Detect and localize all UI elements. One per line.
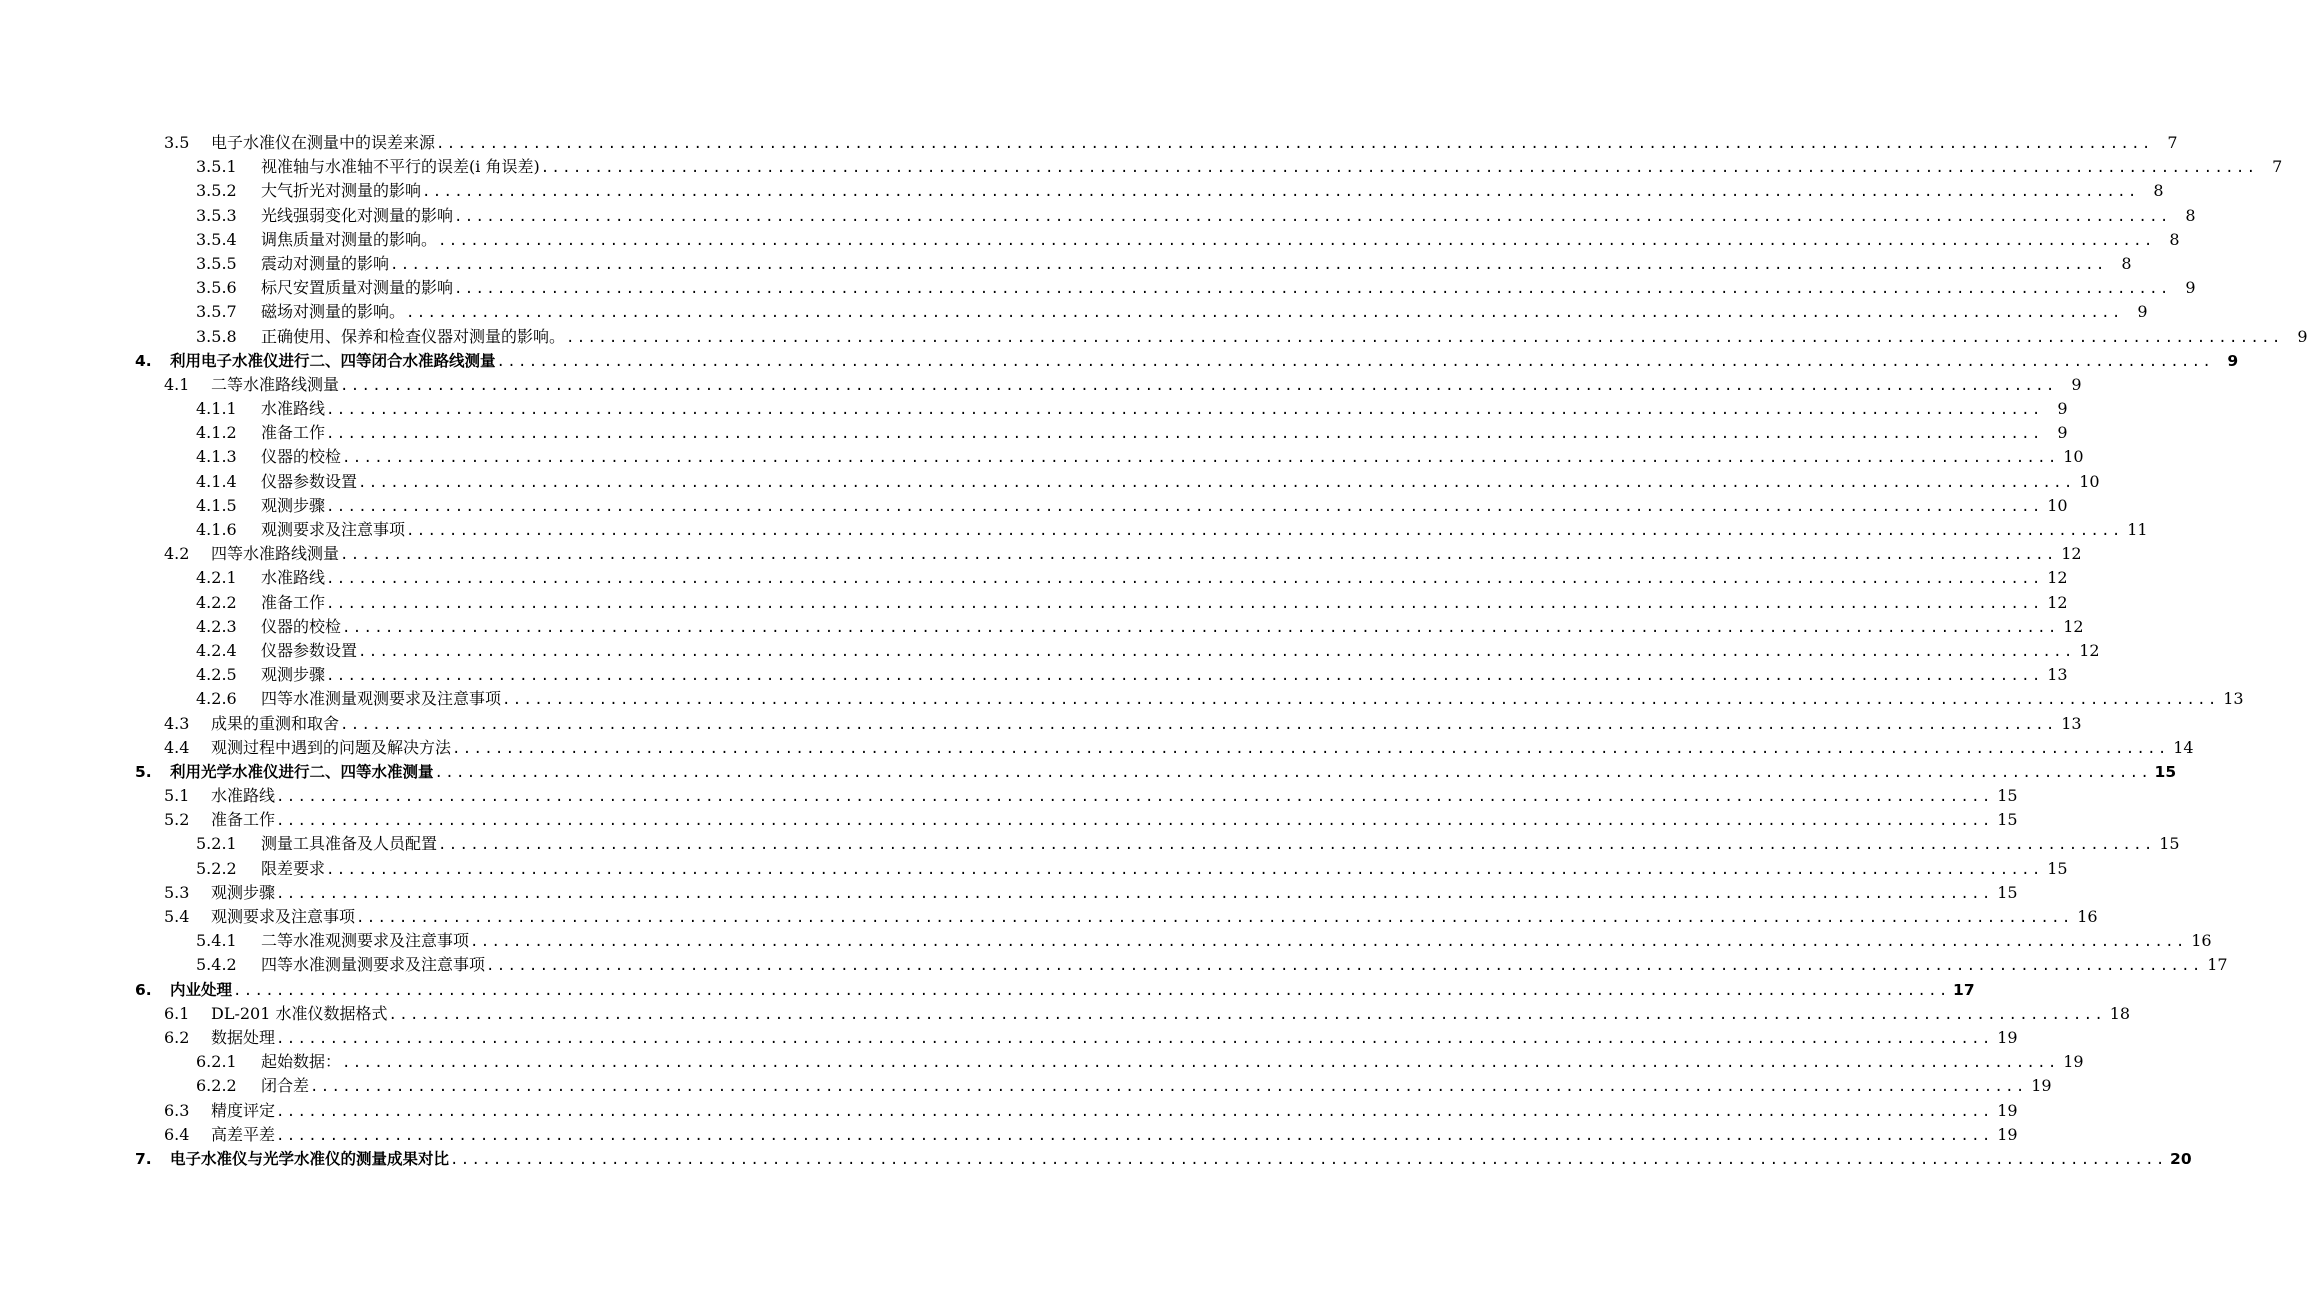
toc-entry-title: 正确使用、保养和检查仪器对测量的影响。 bbox=[261, 326, 566, 346]
toc-entry-number: 4.1.1 bbox=[196, 399, 237, 419]
toc-entry-page: 19 bbox=[1997, 1100, 2018, 1120]
toc-entry-title: 仪器参数设置 bbox=[261, 640, 358, 660]
toc-dot-leader: ................................................................................................................................................................ bbox=[406, 305, 2123, 322]
toc-entry-title: 准备工作 bbox=[211, 810, 276, 830]
toc-entry-page: 11 bbox=[2127, 520, 2148, 539]
toc-entry-number: 6.2.2 bbox=[196, 1076, 237, 1096]
toc-dot-leader: ................................................................................................................................................................ bbox=[450, 1151, 2167, 1168]
toc-dot-leader: ................................................................................................................................................................ bbox=[340, 377, 2057, 394]
toc-dot-leader: ................................................................................................................................................................ bbox=[276, 885, 1993, 902]
toc-entry-number: 3.5.3 bbox=[196, 205, 237, 225]
toc-entry-title: 限差要求 bbox=[261, 858, 326, 878]
toc-entry-number: 4.2.3 bbox=[196, 616, 237, 636]
toc-entry[interactable] bbox=[0, 953, 2228, 977]
toc-entry-title: 水准路线 bbox=[261, 399, 326, 419]
toc-entry[interactable] bbox=[0, 1074, 2052, 1098]
toc-entry-number: 5.3 bbox=[164, 882, 190, 902]
toc-dot-leader: ................................................................................................................................................................ bbox=[454, 281, 2171, 298]
toc-entry-number: 3.5.2 bbox=[196, 181, 237, 201]
toc-entry-number: 4.4 bbox=[164, 737, 190, 757]
toc-dot-leader: ................................................................................................................................................................ bbox=[390, 256, 2107, 273]
toc-dot-leader: ................................................................................................................................................................ bbox=[326, 668, 2043, 685]
toc-entry-page: 17 bbox=[1953, 980, 1975, 999]
toc-entry-title: 准备工作 bbox=[261, 592, 326, 612]
toc-entry-number: 6.3 bbox=[164, 1100, 190, 1120]
toc-entry-title: 光线强弱变化对测量的影响 bbox=[261, 205, 454, 225]
toc-entry[interactable] bbox=[0, 712, 2082, 736]
toc-entry-page: 7 bbox=[2272, 157, 2283, 177]
toc-entry[interactable] bbox=[0, 760, 2177, 784]
toc-entry-number: 3.5.8 bbox=[196, 326, 237, 346]
toc-entry-page: 12 bbox=[2061, 544, 2082, 564]
toc-dot-leader: ................................................................................................................................................................ bbox=[276, 1127, 1993, 1144]
toc-entry-title: 数据处理 bbox=[211, 1027, 276, 1047]
toc-dot-leader: ................................................................................................................................................................ bbox=[342, 450, 2059, 467]
toc-dot-leader: ................................................................................................................................................................ bbox=[340, 716, 2057, 733]
toc-dot-leader: ................................................................................................................................................................ bbox=[486, 958, 2203, 975]
toc-entry-page: 19 bbox=[2063, 1052, 2084, 1072]
toc-entry-number: 4.1.6 bbox=[196, 520, 237, 539]
toc-entry-title: DL-201 水准仪数据格式 bbox=[211, 1003, 388, 1023]
toc-dot-leader: ................................................................................................................................................................ bbox=[452, 740, 2169, 757]
toc-entry[interactable] bbox=[0, 349, 2239, 373]
toc-entry[interactable] bbox=[0, 1147, 2192, 1171]
toc-dot-leader: ................................................................................................................................................................ bbox=[358, 474, 2075, 491]
toc-entry-number: 4.1.3 bbox=[196, 447, 237, 467]
toc-dot-leader: ................................................................................................................................................................ bbox=[454, 208, 2171, 225]
toc-entry-page: 8 bbox=[2153, 181, 2164, 201]
toc-entry-page: 8 bbox=[2169, 229, 2180, 249]
toc-entry-title: 利用光学水准仪进行二、四等水准测量 bbox=[170, 762, 434, 781]
toc-entry-number: 4.1 bbox=[164, 374, 190, 394]
toc-entry-title: 水准路线 bbox=[261, 568, 326, 588]
toc-entry-number: 4.1.4 bbox=[196, 471, 237, 491]
toc-entry[interactable] bbox=[0, 445, 2084, 469]
toc-entry-number: 4.1.5 bbox=[196, 495, 237, 515]
toc-entry[interactable] bbox=[0, 1002, 2131, 1026]
toc-entry-title: 四等水准测量观测要求及注意事项 bbox=[261, 689, 502, 709]
toc-entry[interactable] bbox=[0, 470, 2100, 494]
toc-dot-leader: ................................................................................................................................................................ bbox=[406, 523, 2123, 539]
toc-entry-number: 5.4.2 bbox=[196, 955, 237, 975]
toc-entry-page: 18 bbox=[2109, 1003, 2131, 1023]
toc-entry-number: 5.4.1 bbox=[196, 931, 237, 951]
toc-entry-number: 5. bbox=[135, 762, 152, 781]
toc-dot-leader: ................................................................................................................................................................ bbox=[342, 619, 2059, 636]
toc-entry-title: 起始数据： bbox=[261, 1052, 342, 1072]
toc-entry-number: 6.2 bbox=[164, 1027, 190, 1047]
toc-entry-title: 水准路线 bbox=[211, 786, 276, 806]
toc-entry-title: 二等水准路线测量 bbox=[211, 374, 340, 394]
toc-entry-number: 3.5.1 bbox=[196, 157, 237, 177]
toc-entry-page: 15 bbox=[2154, 762, 2177, 781]
toc-entry-page: 19 bbox=[2031, 1076, 2052, 1096]
toc-entry-page: 12 bbox=[2047, 592, 2068, 612]
toc-entry-page: 17 bbox=[2207, 955, 2228, 975]
toc-entry-page: 12 bbox=[2079, 640, 2100, 660]
toc-entry-page: 19 bbox=[1997, 1124, 2018, 1144]
toc-entry-title: 电子水准仪在测量中的误差来源 bbox=[211, 133, 436, 152]
toc-entry-number: 3.5.6 bbox=[196, 278, 237, 298]
toc-entry[interactable] bbox=[0, 905, 2098, 929]
toc-entry-page: 15 bbox=[2047, 858, 2068, 878]
toc-entry-number: 4.2.4 bbox=[196, 640, 237, 660]
toc-entry-title: 利用电子水准仪进行二、四等闭合水准路线测量 bbox=[170, 351, 496, 370]
toc-entry-title: 闭合差 bbox=[261, 1076, 310, 1096]
toc-entry[interactable] bbox=[0, 228, 2180, 252]
toc-dot-leader: ................................................................................................................................................................ bbox=[502, 692, 2219, 709]
toc-entry-title: 观测过程中遇到的问题及解决方法 bbox=[211, 737, 452, 757]
toc-entry-number: 5.2.1 bbox=[196, 834, 237, 854]
toc-entry[interactable] bbox=[0, 881, 2018, 905]
toc-entry-number: 4.2.1 bbox=[196, 568, 237, 588]
toc-entry-title: 仪器的校检 bbox=[261, 447, 342, 467]
toc-entry-page: 9 bbox=[2057, 423, 2068, 443]
toc-dot-leader: ................................................................................................................................................................ bbox=[326, 861, 2043, 878]
toc-entry-page: 13 bbox=[2061, 713, 2082, 733]
toc-entry-title: 观测要求及注意事项 bbox=[261, 520, 406, 539]
toc-entry[interactable] bbox=[0, 929, 2212, 953]
toc-entry-page: 12 bbox=[2063, 616, 2084, 636]
toc-entry-page: 9 bbox=[2297, 326, 2308, 346]
toc-entry-number: 5.2 bbox=[164, 810, 190, 830]
toc-entry-title: 高差平差 bbox=[211, 1124, 276, 1144]
toc-dot-leader: ................................................................................................................................................................ bbox=[540, 160, 2258, 177]
toc-entry-number: 4. bbox=[135, 351, 152, 370]
toc-entry-number: 6.1 bbox=[164, 1003, 190, 1023]
toc-entry[interactable] bbox=[0, 518, 2148, 542]
toc-dot-leader: ................................................................................................................................................................ bbox=[438, 232, 2155, 249]
toc-entry-number: 6. bbox=[135, 980, 152, 999]
toc-entry-title: 仪器的校检 bbox=[261, 616, 342, 636]
toc-entry-page: 10 bbox=[2047, 495, 2068, 515]
toc-entry-title: 大气折光对测量的影响 bbox=[261, 181, 422, 201]
toc-entry-title: 标尺安置质量对测量的影响 bbox=[261, 278, 454, 298]
toc-entry[interactable] bbox=[0, 808, 2018, 832]
toc-entry[interactable] bbox=[0, 204, 2196, 228]
toc-entry-number: 3.5.7 bbox=[196, 302, 237, 322]
toc-entry-page: 10 bbox=[2063, 447, 2084, 467]
toc-entry-page: 15 bbox=[1997, 882, 2018, 902]
toc-entry-title: 准备工作 bbox=[261, 423, 326, 443]
toc-dot-leader: ................................................................................................................................................................ bbox=[496, 353, 2214, 370]
toc-entry-number: 4.2 bbox=[164, 544, 190, 564]
toc-entry[interactable] bbox=[0, 179, 2164, 203]
toc-entry[interactable] bbox=[0, 300, 2148, 324]
toc-entry-page: 20 bbox=[2170, 1149, 2192, 1168]
toc-entry-title: 内业处理 bbox=[170, 980, 233, 999]
toc-entry[interactable] bbox=[0, 1050, 2084, 1074]
toc-entry-page: 15 bbox=[2159, 834, 2180, 854]
toc-dot-leader: ................................................................................................................................................................ bbox=[340, 547, 2057, 564]
toc-entry-number: 5.1 bbox=[164, 786, 190, 806]
toc-entry-page: 14 bbox=[2173, 737, 2194, 757]
toc-entry-page: 8 bbox=[2121, 253, 2132, 273]
toc-entry-title: 精度评定 bbox=[211, 1100, 276, 1120]
toc-dot-leader: ................................................................................................................................................................ bbox=[566, 329, 2283, 346]
toc-entry-number: 3.5 bbox=[164, 133, 190, 152]
toc-entry[interactable] bbox=[0, 615, 2084, 639]
toc-entry[interactable] bbox=[0, 131, 2178, 155]
toc-dot-leader: ................................................................................................................................................................ bbox=[310, 1079, 2027, 1096]
toc-entry[interactable] bbox=[0, 155, 2283, 179]
toc-entry-page: 9 bbox=[2227, 351, 2239, 370]
toc-entry[interactable] bbox=[0, 373, 2082, 397]
toc-entry[interactable] bbox=[0, 687, 2244, 711]
toc-entry-title: 观测步骤 bbox=[261, 495, 326, 515]
toc-entry-number: 4.2.2 bbox=[196, 592, 237, 612]
toc-entry-title: 观测要求及注意事项 bbox=[211, 907, 356, 926]
toc-dot-leader: ................................................................................................................................................................ bbox=[326, 595, 2043, 612]
toc-entry-title: 磁场对测量的影响。 bbox=[261, 302, 406, 322]
toc-entry-number: 6.4 bbox=[164, 1124, 190, 1144]
toc-entry-page: 16 bbox=[2077, 907, 2098, 926]
toc-entry-number: 7. bbox=[135, 1149, 152, 1168]
toc-entry[interactable] bbox=[0, 832, 2180, 856]
toc-entry-title: 观测步骤 bbox=[261, 665, 326, 685]
toc-entry-number: 5.2.2 bbox=[196, 858, 237, 878]
toc-entry-page: 7 bbox=[2167, 133, 2178, 152]
toc-entry-title: 二等水准观测要求及注意事项 bbox=[261, 931, 470, 951]
toc-entry-title: 仪器参数设置 bbox=[261, 471, 358, 491]
toc-entry-page: 13 bbox=[2223, 689, 2244, 709]
toc-entry[interactable] bbox=[0, 421, 2068, 445]
toc-entry-number: 4.1.2 bbox=[196, 423, 237, 443]
toc-dot-leader: ................................................................................................................................................................ bbox=[342, 1055, 2059, 1072]
toc-dot-leader: ................................................................................................................................................................ bbox=[388, 1006, 2106, 1023]
toc-entry-title: 调焦质量对测量的影响。 bbox=[261, 229, 438, 249]
toc-entry-title: 测量工具准备及人员配置 bbox=[261, 834, 438, 854]
toc-entry-page: 15 bbox=[1997, 810, 2018, 830]
toc-dot-leader: ................................................................................................................................................................ bbox=[326, 498, 2043, 515]
toc-entry-page: 9 bbox=[2057, 399, 2068, 419]
toc-dot-leader: ................................................................................................................................................................ bbox=[233, 982, 1950, 999]
toc-entry[interactable] bbox=[0, 397, 2068, 421]
toc-entry-title: 视准轴与水准轴不平行的误差(i 角误差) bbox=[261, 157, 540, 177]
toc-entry[interactable] bbox=[0, 276, 2196, 300]
toc-entry-title: 四等水准测量测要求及注意事项 bbox=[261, 955, 486, 975]
toc-entry-title: 四等水准路线测量 bbox=[211, 544, 340, 564]
toc-entry-number: 3.5.4 bbox=[196, 229, 237, 249]
toc-entry[interactable] bbox=[0, 566, 2068, 590]
toc-entry-number: 4.3 bbox=[164, 713, 190, 733]
toc-dot-leader: ................................................................................................................................................................ bbox=[422, 184, 2139, 201]
toc-entry[interactable] bbox=[0, 542, 2082, 566]
toc-entry[interactable] bbox=[0, 494, 2068, 518]
toc-entry-page: 8 bbox=[2185, 205, 2196, 225]
toc-dot-leader: ................................................................................................................................................................ bbox=[326, 402, 2043, 419]
toc-entry-title: 成果的重测和取舍 bbox=[211, 713, 340, 733]
toc-entry-page: 9 bbox=[2137, 302, 2148, 322]
toc-entry-page: 12 bbox=[2047, 568, 2068, 588]
toc-dot-leader: ................................................................................................................................................................ bbox=[434, 764, 2152, 781]
toc-entry-number: 3.5.5 bbox=[196, 253, 237, 273]
toc-dot-leader: ................................................................................................................................................................ bbox=[438, 837, 2155, 854]
toc-entry-page: 15 bbox=[1997, 786, 2018, 806]
toc-entry-number: 4.2.5 bbox=[196, 665, 237, 685]
toc-entry[interactable] bbox=[0, 736, 2194, 760]
toc-entry[interactable] bbox=[0, 325, 2308, 349]
toc-dot-leader: ................................................................................................................................................................ bbox=[276, 789, 1993, 806]
toc-entry[interactable] bbox=[0, 1099, 2018, 1123]
toc-entry-title: 观测步骤 bbox=[211, 882, 276, 902]
toc-entry-number: 4.2.6 bbox=[196, 689, 237, 709]
toc-entry[interactable] bbox=[0, 591, 2068, 615]
toc-dot-leader: ................................................................................................................................................................ bbox=[358, 643, 2075, 660]
toc-entry-page: 9 bbox=[2185, 278, 2196, 298]
toc-entry[interactable] bbox=[0, 663, 2068, 687]
toc-dot-leader: ................................................................................................................................................................ bbox=[470, 934, 2187, 951]
toc-entry[interactable] bbox=[0, 784, 2018, 808]
toc-entry-page: 10 bbox=[2079, 471, 2100, 491]
table-of-contents bbox=[0, 131, 2308, 1171]
toc-entry[interactable] bbox=[0, 1026, 2018, 1050]
toc-dot-leader: ................................................................................................................................................................ bbox=[276, 1103, 1993, 1120]
toc-dot-leader: ................................................................................................................................................................ bbox=[436, 136, 2153, 152]
toc-entry-number: 6.2.1 bbox=[196, 1052, 237, 1072]
toc-dot-leader: ................................................................................................................................................................ bbox=[356, 910, 2073, 926]
toc-dot-leader: ................................................................................................................................................................ bbox=[326, 571, 2043, 588]
toc-entry-page: 13 bbox=[2047, 665, 2068, 685]
toc-entry-title: 震动对测量的影响 bbox=[261, 253, 390, 273]
toc-entry-page: 19 bbox=[1997, 1027, 2018, 1047]
toc-entry[interactable] bbox=[0, 857, 2068, 881]
toc-dot-leader: ................................................................................................................................................................ bbox=[276, 1030, 1993, 1047]
toc-entry[interactable] bbox=[0, 1123, 2018, 1147]
toc-entry[interactable] bbox=[0, 639, 2100, 663]
toc-entry-page: 16 bbox=[2191, 931, 2212, 951]
toc-entry[interactable] bbox=[0, 978, 1975, 1002]
toc-entry-number: 5.4 bbox=[164, 907, 190, 926]
toc-dot-leader: ................................................................................................................................................................ bbox=[276, 813, 1993, 830]
toc-entry-page: 9 bbox=[2071, 374, 2082, 394]
toc-dot-leader: ................................................................................................................................................................ bbox=[326, 426, 2043, 443]
toc-entry[interactable] bbox=[0, 252, 2132, 276]
toc-entry-title: 电子水准仪与光学水准仪的测量成果对比 bbox=[170, 1149, 450, 1168]
